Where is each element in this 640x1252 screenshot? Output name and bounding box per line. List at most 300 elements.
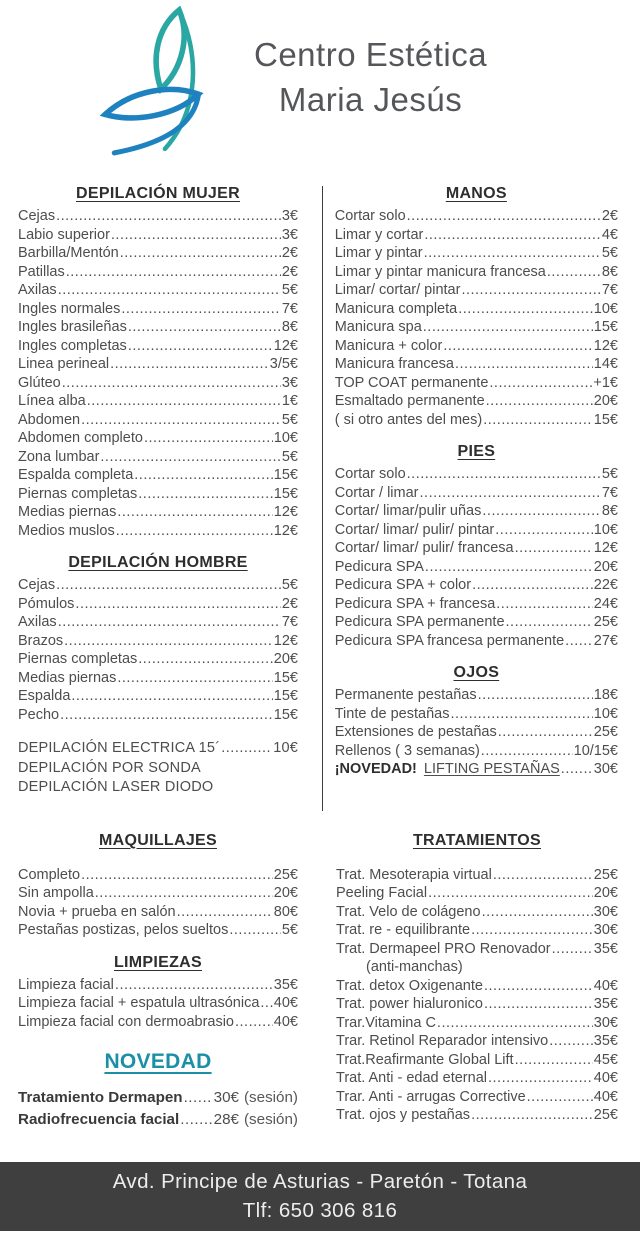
item-price: 12€ [593,337,618,354]
item-label: Axilas [18,614,57,630]
item-label: Limar/ cortar/ pintar [334,282,461,298]
item-label: Zona lumbar [18,448,100,465]
dot-leader [134,466,273,485]
item-price: 25€ [593,866,618,883]
item-price: 2€ [281,263,298,280]
price-row [335,392,618,411]
item-label: DEPILACIÓN LASER DIODO [18,779,214,795]
dot-leader [506,613,593,632]
item-price: 5€ [601,466,618,482]
price-row [18,976,298,995]
price-row [18,207,298,226]
item-label: Piernas completas [18,651,138,667]
salon-title-line2: Maria Jesús [278,81,463,118]
depilacion-extra-rows [18,739,298,798]
item-price: 25€ [593,1107,618,1123]
dot-leader [56,207,281,226]
price-row [335,374,618,393]
column-divider [322,186,323,811]
price-row [18,318,298,337]
price-rows [18,1087,298,1131]
price-row [335,539,618,558]
item-label: DEPILACIÓN POR SONDA [18,759,201,776]
item-label: Ingles normales [18,300,121,317]
price-row [335,521,618,540]
price-row [335,226,618,245]
item-label: Pómulos [18,595,75,612]
dot-leader [496,595,593,614]
dot-leader [62,374,281,393]
item-price: 5€ [281,922,298,938]
price-row [335,411,618,430]
price-row [18,759,298,779]
section-pies [335,442,618,650]
price-row [18,355,298,374]
price-row [336,940,618,959]
item-price: 30€ [593,761,618,777]
item-label: Trat. detox Oxigenante [336,977,483,994]
item-price: 15€ [593,411,618,428]
price-row [336,1069,618,1088]
section-tratamientos [336,831,618,1125]
item-label: Limpieza facial con dermoabrasio [18,1013,234,1030]
logo-top-leaf [156,10,184,89]
price-row [335,318,618,337]
item-label: Línea alba [18,393,86,409]
item-label: (anti-manchas) [366,959,463,975]
price-row [335,742,618,761]
item-price: 2€ [601,208,618,224]
item-label: Glúteo [18,374,61,391]
dot-leader [483,411,593,430]
price-row [18,595,298,614]
top-left-column [18,184,298,811]
price-suffix: (sesión) [243,1111,298,1128]
section-title-maquillajes: MAQUILLAJES [99,831,217,849]
header [0,0,640,168]
dot-leader [484,995,593,1014]
item-price: 2€ [281,245,298,261]
dot-leader [482,502,600,521]
item-label: Piernas completas [18,485,138,502]
price-row [335,244,618,263]
dot-leader [58,613,281,632]
price-row [18,866,298,885]
item-label: Limar y pintar manicura francesa [334,263,546,280]
item-price: +1€ [593,374,618,391]
price-row [18,411,298,430]
price-row [18,669,298,688]
item-label: Limar y cortar [334,226,424,243]
dot-leader [565,632,593,651]
item-price: 25€ [593,724,618,740]
dot-leader [425,558,593,577]
section-title-manos: MANOS [445,185,507,202]
item-price: 15€ [273,669,298,686]
dot-leader [71,687,272,706]
item-label: Tratamiento Dermapen [18,1089,183,1106]
price-row [336,866,618,885]
item-price: 25€ [273,866,298,883]
section-limpiezas [18,953,298,1032]
dot-leader [547,263,601,282]
price-row [335,558,618,577]
item-price: 10/15€ [573,742,618,759]
price-row [18,778,298,798]
price-row [335,595,618,614]
item-label: Cortar/ limar/ pulir/ pintar [334,521,495,538]
price-row [18,884,298,903]
item-label: Axilas [18,282,57,298]
item-label: TOP COAT permanente [334,374,489,391]
price-row [18,263,298,282]
item-label: Ingles brasileñas [18,319,127,335]
item-price: 3€ [281,226,298,243]
price-rows [18,976,298,1032]
item-label: Trat.Reafirmante Global Lift [336,1051,514,1068]
item-label: Trat. power hialuronico [336,996,483,1012]
price-row [336,1014,618,1033]
dot-leader [549,1032,593,1051]
item-label: Barbilla/Mentón [18,245,119,261]
dot-leader [471,921,593,940]
bottom-right-column [336,831,618,1145]
item-price: 28€ [213,1111,239,1128]
item-label: DEPILACIÓN ELECTRICA 15´ [18,740,221,756]
item-price: 5€ [281,448,298,465]
price-row [18,1087,298,1109]
price-row [18,576,298,595]
item-label: Trar. Retinol Reparador intensivo [336,1033,549,1049]
section-title-novedad: NOVEDAD [104,1050,212,1073]
item-price: 20€ [273,885,298,901]
dot-leader [180,1109,212,1131]
section-title-pies: PIES [457,443,496,460]
item-label: Abdomen completo [18,430,143,446]
dot-leader [128,337,273,356]
dot-leader [81,866,273,885]
item-label: Trar.Vitamina C [336,1014,436,1031]
dot-leader [407,465,601,484]
dot-leader [111,226,281,245]
dot-leader [117,503,272,522]
price-row [336,995,618,1014]
price-row [18,613,298,632]
item-label: Cejas [18,577,56,593]
item-price: 40€ [593,1088,618,1105]
item-label: ( si otro antes del mes) [334,411,483,428]
item-price: 12€ [593,540,618,556]
item-label: Rellenos ( 3 semanas) [334,742,480,759]
column-gap [298,831,336,1145]
price-row [18,1109,298,1131]
item-price: 10€ [593,705,618,722]
item-price: 40€ [593,977,618,994]
price-row [335,465,618,484]
dot-leader [235,1013,273,1032]
dot-leader [110,355,269,374]
dot-leader [95,884,273,903]
price-row [18,903,298,922]
price-row [336,903,618,922]
price-row [18,485,298,504]
item-label: Trat. Anti - edad eternal [336,1070,487,1086]
item-label: Trat. ojos y pestañas [336,1107,471,1123]
item-label: Espalda completa [18,467,134,483]
item-price: 35€ [593,940,618,957]
item-price: 8€ [601,503,618,519]
item-price: 40€ [273,1013,298,1030]
price-row [336,958,618,977]
price-row [335,281,618,300]
price-row [335,632,618,651]
item-price: 15€ [273,467,298,483]
item-price: 22€ [593,577,618,593]
dot-leader [121,300,281,319]
price-row [18,739,298,759]
price-row [336,921,618,940]
section-depilacion-mujer [18,184,298,540]
dot-leader [482,903,593,922]
price-row [18,503,298,522]
price-row [336,1051,618,1070]
dot-leader [138,485,273,504]
item-price: 40€ [593,1070,618,1086]
item-price: 3€ [281,374,298,391]
item-label: Tinte de pestañas [334,705,450,722]
item-label: Pestañas postizas, pelos sueltos [18,922,229,938]
price-row [335,263,618,282]
item-price: 15€ [273,706,298,723]
item-price: 8€ [281,319,298,335]
menu-bottom [0,831,640,1145]
price-row [18,429,298,448]
item-price: 25€ [593,614,618,630]
dot-leader [486,392,593,411]
dot-leader [481,742,573,761]
item-label: Cortar/ limar/ pulir/ francesa [334,540,514,556]
footer-address: Avd. Principe de Asturias - Paretón - Totana [112,1170,528,1193]
item-label: Ingles completas [18,337,127,354]
item-price: 10€ [273,430,298,446]
price-rows [18,207,298,540]
item-label: Manicura francesa [334,356,454,372]
price-row [18,244,298,263]
item-price: 7€ [601,484,618,501]
item-label: Completo [18,866,81,883]
dot-leader [177,903,273,922]
dot-leader [115,976,273,995]
dot-leader [64,632,273,651]
item-price: 15€ [593,319,618,335]
item-price: 30€ [593,903,618,920]
dot-leader [138,650,273,669]
item-price: 15€ [273,485,298,502]
price-row [18,706,298,725]
item-label: Pedicura SPA [334,558,424,575]
item-label: Manicura + color [334,337,443,354]
dot-leader [184,1087,213,1109]
item-label: Cortar solo [334,466,406,482]
price-row [335,576,618,595]
item-label: Peeling Facial [336,885,428,901]
price-row [335,686,618,705]
item-price: 10€ [273,740,298,756]
item-label: Cortar / limar [334,484,419,501]
item-label: Permanente pestañas [334,687,477,703]
price-row [336,1106,618,1125]
dot-leader [498,723,593,742]
item-price: 3/5€ [269,356,298,372]
price-rows [335,686,618,779]
item-price: 40€ [273,995,298,1011]
dot-leader [488,1069,593,1088]
menu-top [0,184,640,811]
dot-leader [471,1106,593,1125]
price-row [18,281,298,300]
item-label: Medias piernas [18,669,117,686]
dot-leader [75,595,280,614]
dot-leader [117,669,272,688]
item-label: Abdomen [18,411,81,428]
price-row [18,994,298,1013]
item-label: Medias piernas [18,504,117,520]
price-row [335,502,618,521]
item-label: LIFTING PESTAÑAS [423,761,560,777]
item-label: Trat. re - equilibrante [336,922,471,938]
item-label: Patillas [18,263,65,280]
price-row [336,884,618,903]
dot-leader [128,318,281,337]
dot-leader [484,977,593,996]
price-row [336,1088,618,1107]
item-price: 5€ [601,245,618,261]
dot-leader [478,686,593,705]
top-right-column [335,184,618,811]
item-price: 20€ [273,651,298,667]
item-label: Trat. Velo de colágeno [336,903,481,920]
dot-leader [472,576,593,595]
footer-phone: Tlf: 650 306 816 [242,1199,398,1222]
item-price: 8€ [601,263,618,280]
item-label: Trat. Mesoterapia virtual [336,866,492,883]
dot-leader [515,1051,593,1070]
price-row [335,355,618,374]
dot-leader [527,1088,593,1107]
item-price: 5€ [281,282,298,298]
item-label: Cejas [18,208,56,224]
item-price: 30€ [593,1014,618,1031]
item-label: Novia + prueba en salón [18,903,176,920]
price-suffix: (sesión) [243,1089,298,1106]
dot-leader [407,207,601,226]
item-price: 18€ [593,687,618,703]
item-label: Limpieza facial [18,976,114,993]
dot-leader [437,1014,593,1033]
item-label: Limar y pintar [334,245,423,261]
price-row [335,484,618,503]
dot-leader [116,522,273,541]
item-label: Brazos [18,632,64,649]
item-price: 30€ [593,922,618,938]
price-row [335,337,618,356]
item-price: 1€ [281,393,298,409]
price-row [18,337,298,356]
item-label: Linea perineal [18,356,110,372]
dot-leader [60,706,273,725]
item-price: 3€ [281,208,298,224]
item-price: 10€ [593,521,618,538]
item-price: 4€ [601,226,618,243]
item-price: 14€ [593,356,618,372]
dot-leader [260,994,272,1013]
dot-leader [424,226,601,245]
item-price: 7€ [281,300,298,317]
item-label: Labio superior [18,226,110,243]
price-rows [18,866,298,940]
salon-title-line1: Centro Estética [254,36,488,73]
item-label: Sin ampolla [18,885,94,901]
item-label: Limpieza facial + espatula ultrasónica [18,995,260,1011]
item-price: 20€ [593,885,618,901]
price-row [335,705,618,724]
bottom-left-column [18,831,298,1145]
dot-leader [229,921,280,940]
dot-leader [428,884,593,903]
item-price: 80€ [273,903,298,920]
section-title-depilacion-mujer: DEPILACIÓN MUJER [76,185,240,202]
item-label: Pecho [18,706,60,723]
price-row [335,300,618,319]
dot-leader [144,429,273,448]
section-title-ojos: OJOS [453,664,500,681]
dot-leader [489,374,592,393]
dot-leader [552,940,593,959]
item-label: Trat. Dermapeel PRO Renovador [336,940,551,957]
dot-leader [120,244,281,263]
dot-leader [423,318,593,337]
dot-leader [450,705,592,724]
section-depilacion-hombre [18,553,298,798]
item-price: 5€ [281,577,298,593]
section-ojos [335,663,618,779]
item-label: Manicura spa [334,319,422,335]
dot-leader [561,760,593,779]
item-price: 5€ [281,411,298,428]
item-price: 30€ [213,1089,239,1106]
item-price: 15€ [273,688,298,704]
price-row [335,613,618,632]
novelty-flag: ¡NOVEDAD! [334,761,417,777]
section-title-depilacion-hombre: DEPILACIÓN HOMBRE [68,554,248,571]
price-row [18,632,298,651]
price-row [18,300,298,319]
item-label: Pedicura SPA francesa permanente [334,632,565,649]
item-label: Cortar solo [334,208,406,224]
dot-leader [455,355,593,374]
item-price: 35€ [593,1033,618,1049]
section-title-tratamientos: TRATAMIENTOS [412,831,542,849]
price-row [336,1032,618,1051]
dot-leader [87,392,281,411]
item-label: Radiofrecuencia facial [18,1111,180,1128]
price-row [18,522,298,541]
item-price: 35€ [273,976,298,993]
section-novedad [18,1049,298,1131]
price-rows [335,465,618,650]
item-label: Trar. Anti - arrugas Corrective [336,1088,526,1105]
section-title-limpiezas: LIMPIEZAS [113,953,203,971]
